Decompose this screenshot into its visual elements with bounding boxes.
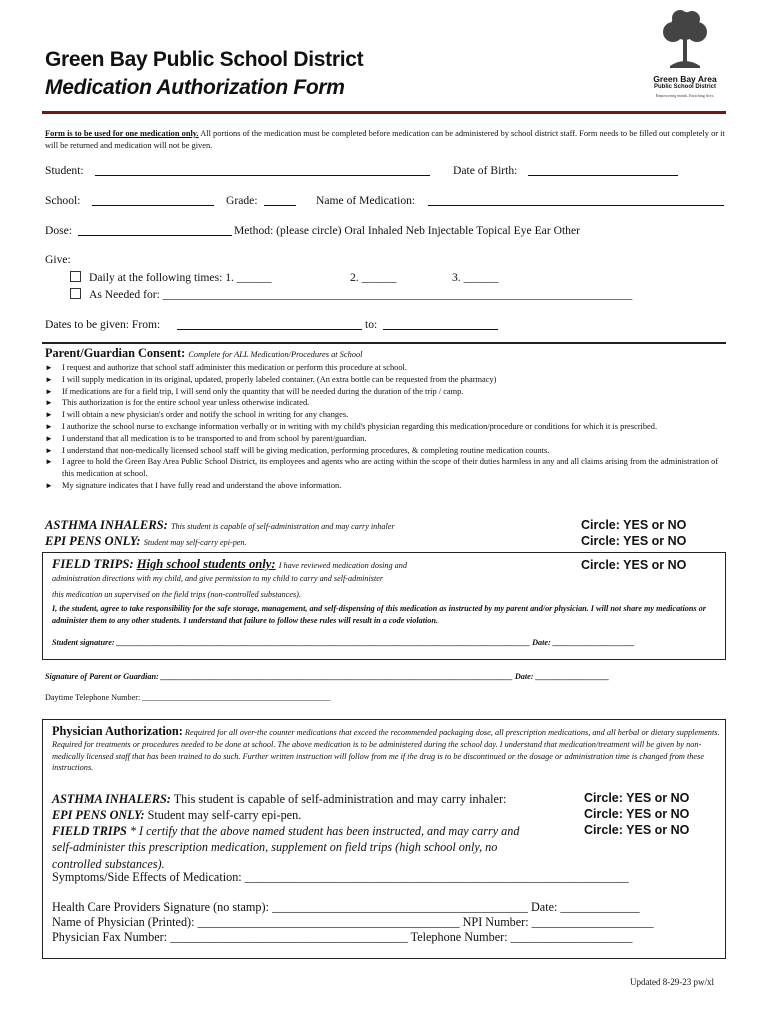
phys-asthma-circle[interactable]: Circle: YES or NO bbox=[584, 791, 690, 805]
consent-item: ► My signature indicates that I have fully read and understand the above information. bbox=[45, 480, 725, 492]
consent-item: ► I understand that all medication is to be transported to and from school by parent/guardian. bbox=[45, 433, 725, 445]
as-needed-checkbox[interactable] bbox=[70, 288, 81, 299]
intro-lead: Form is to be used for one medication only. bbox=[45, 129, 199, 138]
dose-label: Dose: bbox=[45, 224, 73, 237]
grade-field[interactable] bbox=[264, 194, 296, 206]
parent-signature-line[interactable]: Signature of Parent or Guardian: ______________________________________________________________________________________ Date: __________________ bbox=[45, 672, 610, 681]
symptoms-line[interactable]: Symptoms/Side Effects of Medication: _______________________________________________________________ bbox=[52, 870, 629, 884]
epi-circle[interactable]: Circle: YES or NO bbox=[581, 534, 687, 548]
district-title: Green Bay Public School District bbox=[45, 48, 364, 71]
physician-intro: Required for all over-the counter medications that exceed the recommended packaging dose, all prescription medications, and all herbal or dietary supplements. Required for treatments or procedures needed to be done at school. The above medication is to be administered during the school day. I understand that medication/treatment will be given by non-medically licensed staff that has been trained to do such. Further written instruction will follow from me if the drug is to be discontinued or the dosage or administration time is changed from these instructions. bbox=[52, 728, 720, 773]
intro-text bbox=[45, 128, 725, 151]
dob-field[interactable] bbox=[528, 164, 678, 176]
field-trips-text2: administration directions with my child, and give permission to my child to carry and self-administer bbox=[52, 574, 384, 583]
daily-label: Daily at the following times: 1. ______ bbox=[89, 271, 272, 284]
dates-to-field[interactable] bbox=[383, 318, 498, 330]
as-needed-label[interactable]: As Needed for: _________________________________________________________________________________ bbox=[89, 288, 633, 301]
dates-from-field[interactable] bbox=[177, 318, 362, 330]
method-options[interactable]: Method: (please circle) Oral Inhaled Neb Injectable Topical Eye Ear Other bbox=[234, 224, 580, 237]
logo-name: Green Bay Area bbox=[653, 74, 717, 84]
consent-heading: Parent/Guardian Consent: bbox=[45, 346, 186, 360]
asthma-text: This student is capable of self-administration and may carry inhaler bbox=[170, 522, 395, 531]
school-field[interactable] bbox=[92, 194, 214, 206]
phys-field-label: FIELD TRIPS bbox=[52, 824, 127, 838]
dose-field[interactable] bbox=[78, 224, 232, 236]
consent-item: ► I understand that non-medically licensed school staff will be giving medication, performing procedures, & completing routine medication counts. bbox=[45, 445, 725, 457]
dates-to-label: to: bbox=[365, 318, 378, 331]
consent-item: ► I will supply medication in its original, updated, properly labeled container. (An extra bottle can be requested from the pharmacy) bbox=[45, 374, 725, 386]
header-divider bbox=[42, 111, 726, 114]
dates-from-label: Dates to be given: From: bbox=[45, 318, 161, 331]
phys-asthma-text: This student is capable of self-administration and may carry inhaler: bbox=[173, 792, 507, 806]
intro-body: All portions of the medication must be completed before medication can be administered by school district staff. Form needs to be filled out completely or it will be returned and medication will not be given. bbox=[45, 129, 725, 150]
phys-epi-text: Student may self-carry epi-pen. bbox=[147, 808, 302, 822]
field-trips-hs-label: High school students only: bbox=[136, 557, 276, 571]
time2-field[interactable]: 2. ______ bbox=[350, 271, 397, 284]
physician-heading: Physician Authorization: bbox=[52, 724, 183, 738]
form-title: Medication Authorization Form bbox=[45, 76, 345, 99]
time3-field[interactable]: 3. ______ bbox=[452, 271, 499, 284]
daily-checkbox[interactable] bbox=[70, 271, 81, 282]
field-trips-text1: I have reviewed medication dosing and bbox=[278, 561, 407, 570]
medication-name-label: Name of Medication: bbox=[316, 194, 416, 207]
consent-list bbox=[45, 362, 725, 492]
epi-text: Student may self-carry epi-pen. bbox=[143, 538, 247, 547]
school-label: School: bbox=[45, 194, 81, 207]
consent-item: ► I authorize the school nurse to exchange information verbally or in writing with my child's physician regarding this medication/procedure or conditions for which it is prescribed. bbox=[45, 421, 725, 433]
phys-field-circle[interactable]: Circle: YES or NO bbox=[584, 823, 690, 837]
asthma-label: ASTHMA INHALERS: bbox=[45, 518, 168, 532]
phys-epi-label: EPI PENS ONLY: bbox=[52, 808, 145, 822]
phys-epi-circle[interactable]: Circle: YES or NO bbox=[584, 807, 690, 821]
consent-item: ► I will obtain a new physician's order and notify the school in writing for any changes. bbox=[45, 409, 725, 421]
consent-subheading: Complete for ALL Medication/Procedures at School bbox=[188, 350, 363, 359]
student-field[interactable] bbox=[95, 164, 430, 176]
consent-item: ► I request and authorize that school staff administer this medication or perform this procedure at school. bbox=[45, 362, 725, 374]
field-trips-circle[interactable]: Circle: YES or NO bbox=[581, 558, 687, 572]
epi-label: EPI PENS ONLY: bbox=[45, 534, 141, 548]
give-label: Give: bbox=[45, 253, 71, 266]
field-trips-label: FIELD TRIPS: bbox=[52, 557, 134, 571]
consent-item: ► If medications are for a field trip, I will send only the quantity that will be needed during the duration of the trip / camp. bbox=[45, 386, 725, 398]
field-trips-text3: this medication un supervised on the field trips (non-controlled substances). bbox=[52, 590, 301, 599]
asthma-circle[interactable]: Circle: YES or NO bbox=[581, 518, 687, 532]
phys-asthma-label: ASTHMA INHALERS: bbox=[52, 792, 171, 806]
updated-note: Updated 8-29-23 pw/xl bbox=[630, 977, 714, 987]
student-signature-line[interactable]: Student signature: _____________________________________________________________________________________________________ Date: ____________________ bbox=[52, 638, 635, 647]
consent-item: ► This authorization is for the entire school year unless otherwise indicated. bbox=[45, 397, 725, 409]
consent-item: ► I agree to hold the Green Bay Area Public School District, its employees and agents who are acting within the scope of their duties harmless in any and all claims arising from the administration of this medication at school. bbox=[45, 456, 725, 480]
student-label: Student: bbox=[45, 164, 84, 177]
logo-tagline: Empowering minds. Enriching lives. bbox=[655, 93, 715, 98]
hcp-signature-line[interactable]: Health Care Providers Signature (no stamp): __________________________________________ Date: _____________ bbox=[52, 900, 640, 914]
dob-label: Date of Birth: bbox=[453, 164, 518, 177]
logo-subtitle: Public School District bbox=[653, 84, 716, 90]
medication-name-field[interactable] bbox=[428, 194, 724, 206]
consent-divider bbox=[42, 342, 726, 344]
grade-label: Grade: bbox=[226, 194, 258, 207]
physician-name-line[interactable]: Name of Physician (Printed): ___________________________________________ NPI Number: ____________________ bbox=[52, 915, 654, 929]
student-agreement: I, the student, agree to take responsibility for the safe storage, management, and self-dispensing of this medication as instructed by my parent and/or physician. I will not share my medications or administer them to any other students. I understand that failure to follow these rules will result in a code violation. bbox=[52, 604, 706, 625]
phys-field-text: * I certify that the above named student has been instructed, and may carry and self-administer this prescription medication, supplement on field trips (high school only, no controlled substances). bbox=[52, 824, 520, 871]
physician-fax-line[interactable]: Physician Fax Number: _______________________________________ Telephone Number: ____________________ bbox=[52, 930, 633, 944]
telephone-line[interactable]: Daytime Telephone Number: ______________________________________________ bbox=[45, 693, 331, 702]
